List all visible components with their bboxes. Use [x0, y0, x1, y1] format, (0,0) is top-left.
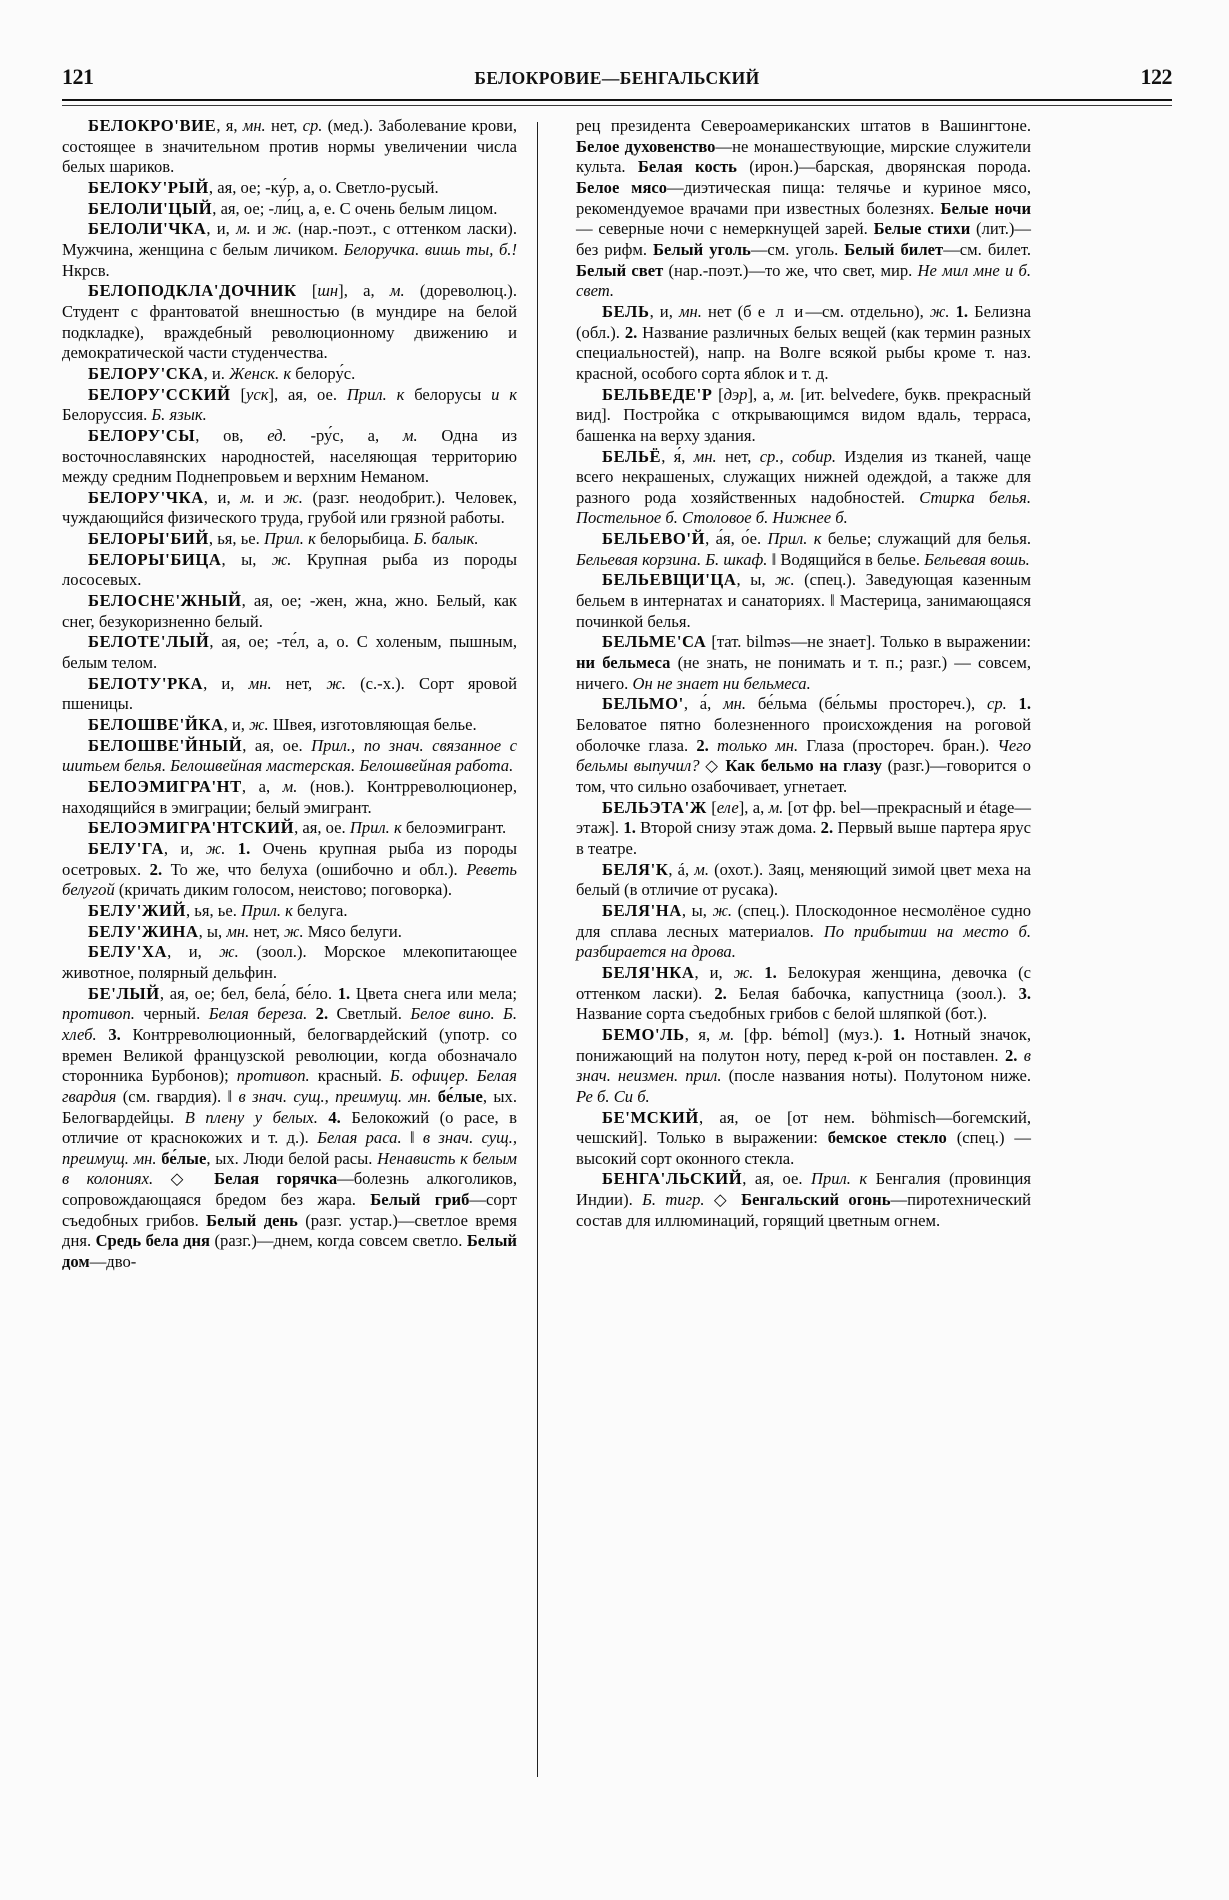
entry-continuation: рец президента Североамериканских штатов в Вашингтоне. Белое духовенство—не монашествующие, мирские служители культа. Белая кость (ирон.)—барская, дворянская порода. Белое мясо—диэтическая пища: телячье и куриное мясо, рекомендуемое врачами при известных болезнях. Белые ночи — северные ночи с немеркнущей зарей. Белые стихи (лит.)—без рифм. Белый уголь—см. уголь. Белый билет—см. билет. Белый свет (нар.-поэт.)—то же, что свет, мир. Не мил мне и б. свет.	[576, 116, 1032, 301]
dictionary-entry: БЕЛОКУ'РЫЙ, ая, ое; -ку́р, а, о. Светло-русый.	[88, 177, 439, 197]
dictionary-entry: БЕЛУ'ХА, и, ж. (зоол.). Морское млекопитающее животное, полярный дельфин.	[62, 942, 517, 982]
dictionary-entry: БЕЛОШВЕ'ЙКА, и, ж. Швея, изготовляющая белье.	[88, 715, 477, 735]
dictionary-entry: БЕЛЬМЕ'СА [тат. bilməs—не знает]. Только в выражении: ни бельмеса (не знать, не понимать и т. п.; разг.) — совсем, ничего. Он не знает ни бельмеса.	[576, 632, 1031, 693]
dictionary-entry: БЕ'МСКИЙ, ая, ое [от нем. böhmisch—богемский, чешский]. Только в выражении: бемское стекло (спец.) — высокий сорт оконного стекла.	[576, 1107, 1031, 1168]
dictionary-entry: БЕЛОЛИ'ЦЫЙ, ая, ое; -ли́ц, а, е. С очень белым лицом.	[88, 198, 498, 218]
dictionary-entry: БЕЛОРЫ'БИЦА, ы, ж. Крупная рыба из породы лососевых.	[62, 549, 517, 590]
running-head	[62, 64, 1172, 98]
dictionary-entry: БЕЛУ'ГА, и, ж. 1. Очень крупная рыба из породы осетровых. 2. То же, что белуха (ошибочно и обл.). Реветь белугой (кричать диким голосом, неистово; поговорка).	[62, 838, 517, 900]
dictionary-entry: БЕЛЬВЕДЕ'Р [дэр], а, м. [ит. belvedere, букв. прекрасный вид]. Постройка с открывающимся видом вдаль, терраса, башенка на верху здания.	[576, 384, 1031, 445]
dictionary-entry: БЕЛЬЁ, я́, мн. нет, ср., собир. Изделия из тканей, чаще всего некрашеных, служащих нижней одеждой, а также для разного рода хозяйственных надобностей. Стирка белья. Постельное б. Столовое б. Нижнее б.	[576, 446, 1031, 528]
dictionary-entry: БЕЛОШВЕ'ЙНЫЙ, ая, ое. Прил., по знач. связанное с шитьем белья. Белошвейная мастерская. Белошвейная работа.	[62, 735, 517, 776]
column-divider	[537, 122, 538, 1777]
dictionary-entry: БЕЛЬЕВО'Й, а́я, о́е. Прил. к белье; служащий для белья. Бельевая корзина. Б. шкаф. ‖ Водящийся в белье. Бельевая вошь.	[576, 529, 1031, 569]
dictionary-entry: БЕЛЯ'НА, ы, ж. (спец.). Плоскодонное несмолёное судно для сплава лесных материалов. По прибытии на место б. разбирается на дрова.	[576, 900, 1031, 962]
dictionary-entry: БЕЛОРЫ'БИЙ, ья, ье. Прил. к белорыбица. Б. балык.	[88, 529, 479, 549]
dictionary-entry: БЕЛУ'ЖИНА, ы, мн. нет, ж. Мясо белуги.	[88, 921, 402, 941]
folio-right: 122	[1140, 64, 1172, 89]
dictionary-entry: БЕЛОЭМИГРА'НТСКИЙ, ая, ое. Прил. к белоэмигрант.	[88, 818, 507, 838]
dictionary-entry: БЕЛОЭМИГРА'НТ, а, м. (нов.). Контрреволюционер, находящийся в эмиграции; белый эмигрант.	[62, 777, 517, 817]
dictionary-entry: БЕЛЯ'НКА, и, ж. 1. Белокурая женщина, девочка (с оттенком ласки). 2. Белая бабочка, капустница (зоол.). 3. Название сорта съедобных грибов с белой шляпкой (бот.).	[576, 962, 1032, 1024]
dictionary-entry: БЕНГА'ЛЬСКИЙ, ая, ое. Прил. к Бенгалия (провинция Индии). Б. тигр. ◇ Бенгальский огонь—пиротехнический состав для иллюминаций, горящий цветным огнем.	[576, 1169, 1032, 1230]
running-title: БЕЛОКРОВИЕ—БЕНГАЛЬСКИЙ	[474, 68, 760, 88]
dictionary-entry: БЕЛЬЭТА'Ж [еле], а, м. [от фр. bel—прекрасный и étage—этаж]. 1. Второй снизу этаж дома. 2. Первый выше партера ярус в театре.	[576, 797, 1031, 858]
dictionary-entry: БЕЛОТЕ'ЛЫЙ, ая, ое; -те́л, а, о. С холеным, пышным, белым телом.	[62, 632, 517, 673]
column-left	[62, 116, 537, 1816]
dictionary-entry: БЕЛОКРО'ВИЕ, я, мн. нет, ср. (мед.). Заболевание крови, состоящее в значительном против нормы увеличении числа белых шариков.	[62, 116, 517, 177]
dictionary-entry: БЕЛЬЕВЩИ'ЦА, ы, ж. (спец.). Заведующая казенным бельем в интернатах и санаториях. ‖ Мастерица, занимающаяся починкой белья.	[576, 570, 1032, 631]
dictionary-entry: БЕЛЬМО', а́, мн. бе́льма (бе́льмы простореч.), ср. 1. Беловатое пятно болезненного происхождения на роговой оболочке глаза. 2. только мн. Глаза (простореч. бран.). Чего бельмы выпучил? ◇ Как бельмо на глазу (разг.)—говорится о том, что сильно озабочивает, угнетает.	[576, 694, 1031, 796]
dictionary-entry: БЕМО'ЛЬ, я, м. [фр. bémol] (муз.). 1. Нотный значок, понижающий на полутон ноту, перед к-рой он поставлен. 2. в знач. неизмен. прил. (после названия ноты). Полутоном ниже. Ре б. Си б.	[576, 1024, 1031, 1106]
dictionary-entry: БЕЛОТУ'РКА, и, мн. нет, ж. (с.-х.). Сорт яровой пшеницы.	[62, 673, 517, 714]
column-right	[576, 116, 1031, 1816]
dictionary-entry: БЕЛЬ, и, мн. нет (б е л и—см. отдельно), ж. 1. Белизна (обл.). 2. Название различных белых вещей (как термин разных специальностей), напр. на Волге всякой рыбы кроме т. наз. красной, особого сорта яблок и т. д.	[576, 301, 1032, 383]
dictionary-entry: БЕЛОРУ'СЫ, ов, ед. -ру́с, а, м. Одна из восточнославянских народностей, населяющая территорию между средним Поднепровьем и верхним Неманом.	[62, 425, 518, 487]
dictionary-entry: БЕ'ЛЫЙ, ая, ое; бел, бела́, бе́ло. 1. Цвета снега или мела; противоп. черный. Белая береза. 2. Светлый. Белое вино. Б. хлеб. 3. Контрреволюционный, белогвардейский (употр. со времен Великой французской революции, когда обозначало сторонника Бурбонов); противоп. красный. Б. офицер. Белая гвардия (см. гвардия). ‖ в знач. сущ., преимущ. мн. бе́лые, ых. Белогвардейцы. В плену у белых. 4. Белокожий (о расе, в отличие от краснокожих и т. д.). Белая раса. ‖ в знач. сущ., преимущ. мн. бе́лые, ых. Люди белой расы. Ненависть к белым в колониях. ◇ Белая горячка—болезнь алкоголиков, сопровождающаяся бредом без жара. Белый гриб—сорт съедобных грибов. Белый день (разг. устар.)—светлое время дня. Средь бела дня (разг.)—днем, когда совсем светло. Белый дом—дво-	[62, 983, 518, 1272]
dictionary-entry: БЕЛОПОДКЛА'ДОЧНИК [шн], а, м. (дореволюц.). Студент с франтоватой внешностью (в мундире на белой подкладке), враждебный революционному движению и демократической части студенчества.	[62, 281, 517, 363]
dictionary-entry: БЕЛОРУ'ЧКА, и, м. и ж. (разг. неодобрит.). Человек, чуждающийся физического труда, грубой или грязной работы.	[62, 487, 517, 528]
text-columns	[62, 116, 1172, 1816]
dictionary-entry: БЕЛОСНЕ'ЖНЫЙ, ая, ое; -жен, жна, жно. Белый, как снег, безукоризненно белый.	[62, 591, 517, 631]
dictionary-entry: БЕЛУ'ЖИЙ, ья, ье. Прил. к белуга.	[88, 900, 348, 920]
dictionary-entry: БЕЛОРУ'ССКИЙ [уск], ая, ое. Прил. к белорусы и к Белоруссия. Б. язык.	[62, 384, 517, 425]
dictionary-entry: БЕЛОРУ'СКА, и. Женск. к белору́с.	[88, 363, 356, 383]
folio-left: 121	[62, 64, 94, 89]
dictionary-entry: БЕЛОЛИ'ЧКА, и, м. и ж. (нар.-поэт., с оттенком ласки). Мужчина, женщина с белым личиком. Белоручка. вишь ты, б.! Нкрсв.	[62, 219, 517, 280]
header-rule	[62, 99, 1172, 106]
dictionary-entry: БЕЛЯ'К, á, м. (охот.). Заяц, меняющий зимой цвет меха на белый (в отличие от русака).	[576, 859, 1031, 900]
